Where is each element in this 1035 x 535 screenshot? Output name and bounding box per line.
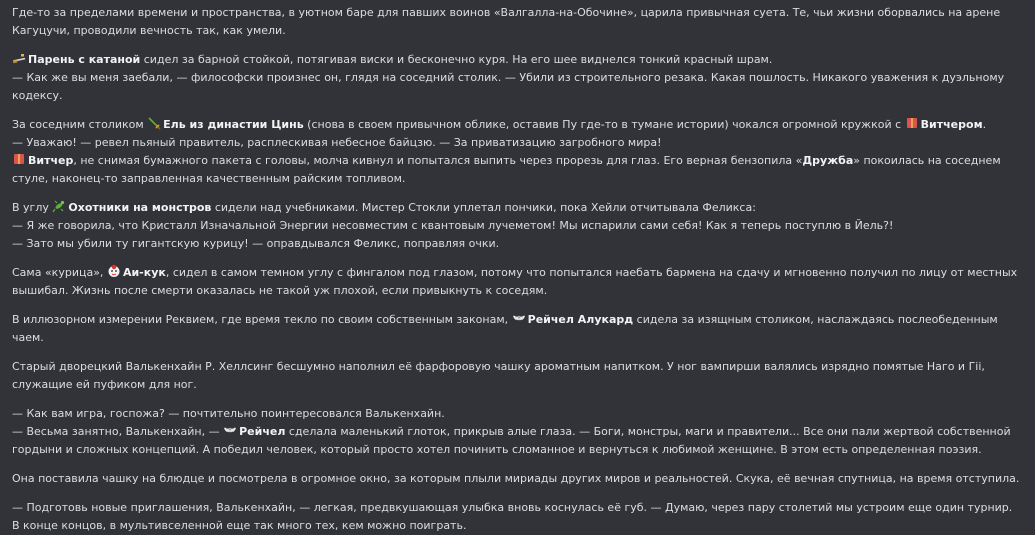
paragraph-window: Она поставила чашку на блюдце и посмотрела в огромное окно, за которым плыли мириады других миров и реальностей. Скука, её вечная спутница, на время отступила. — [12, 472, 1020, 485]
character-rachel-2: Рейчел — [239, 425, 286, 438]
chainsaw-name: Дружба — [802, 154, 854, 167]
paragraph-rachel: В иллюзорном измерении Реквием, где время текло по своим собственным законам, Рейчел Алукард сидела за изящным столиком, наслаждаясь послеобеденным чаем. — [12, 313, 998, 344]
paragraph-qin: За соседним столиком Ель из династии Цинь (снова в своем привычном облике, оставив Пу где-то в тумане истории) чокался огромной кружкой с Витчером. — Уважаю! — ревел пьяный правитель, расплескивая небесное байцзю. — За приватизацию загробного мира! Витчер, не снимая бумажного пакета с головы, молча кивнул и попытался выпить через прорезь для глаз. Его верная бензопила «Дружба» покоилась на соседнем стуле, наконец-то заправленная качественным райским топливом. — [12, 118, 1001, 185]
character-witcher-2: Витчер — [28, 154, 74, 167]
katana-icon — [12, 51, 26, 65]
paragraph-katana: Парень с катаной сидел за барной стойкой, потягивая виски и бесконечно куря. На его шее виднелся тонкий красный шрам. — Как же вы меня заебали, — философски произнес он, глядя на соседний столик. — Убили из строительного резака. Какая пошлость. Никакого уважения к дуэльному кодексу. — [12, 53, 1005, 102]
paragraph-butler: Старый дворецкий Валькенхайн Р. Хеллсинг бесшумно наполнил её фарфоровую чашку ароматным напитком. У ног вампирши валялись изрядно помятые Наго и Гii, служащие ей пуфиком для ног. — [12, 360, 985, 391]
face-icon — [107, 264, 121, 278]
character-monster-hunters: Охотники на монстров — [68, 201, 212, 214]
paragraph-ending: — Подготовь новые приглашения, Валькенхайн, — легкая, предвкушающая улыбка вновь коснулась её губ. — Думаю, через пару столетий мы устроим еще один турнир. В конце концов, в мультивселенной еще так много тех, кем можно поиграть. — [12, 501, 1013, 532]
bat-icon — [512, 311, 526, 325]
paragraph-dialogue: — Как вам игра, госпожа? — почтительно поинтересовался Валькенхайн. — Весьма занятно, Валькенхайн, — Рейчел сделала маленький глоток, прикрыв алые глаза. — Боги, монстры, маги и правители... Все они пали жертвой собственной гордыни и сложных концепций. А победил человек, который просто хотел починить сломанное и вернуться к любимой женщине. В этом есть определенная поэзия. — [12, 407, 1011, 456]
paragraph-intro: Где-то за пределами времени и пространства, в уютном баре для павших воинов «Валгалла-на-Обочине», царила привычная суета. Те, чьи жизни оборвались на арене Кагуцучи, проводили вечность так, как умели. — [12, 6, 1001, 37]
character-aikuk: Аи-кук — [122, 266, 166, 279]
sword-icon — [147, 116, 161, 130]
lizard-icon — [52, 199, 66, 213]
paragraph-aikuk: Сама «курица», Аи-кук, сидел в самом темном углу с фингалом под глазом, потому что попытался наебать бармена на сдачу и мгновенно получил по лицу от местных вышибал. Жизнь после смерти оказалась не такой уж плохой, если привыкнуть к соседям. — [12, 266, 1018, 297]
character-witcher: Витчером — [920, 118, 983, 131]
book-icon — [12, 152, 26, 166]
character-katana-guy: Парень с катаной — [28, 53, 141, 66]
paragraph-hunters: В углу Охотники на монстров сидели над учебниками. Мистер Стокли уплетал пончики, пока Хейли отчитывала Феликса: — Я же говорила, что Кристалл Изначальной Энергии несовместим с квантовым лучеметом! Мы испарили сами себя! Как я теперь поступлю в Йель?! — Зато мы убили ту гигантскую курицу! — оправдывался Феликс, поправляя очки. — [12, 201, 894, 250]
character-qin: Ель из династии Цинь — [163, 118, 304, 131]
bat-icon — [223, 423, 237, 437]
book-icon — [905, 116, 919, 130]
character-rachel: Рейчел Алукард — [527, 313, 634, 326]
